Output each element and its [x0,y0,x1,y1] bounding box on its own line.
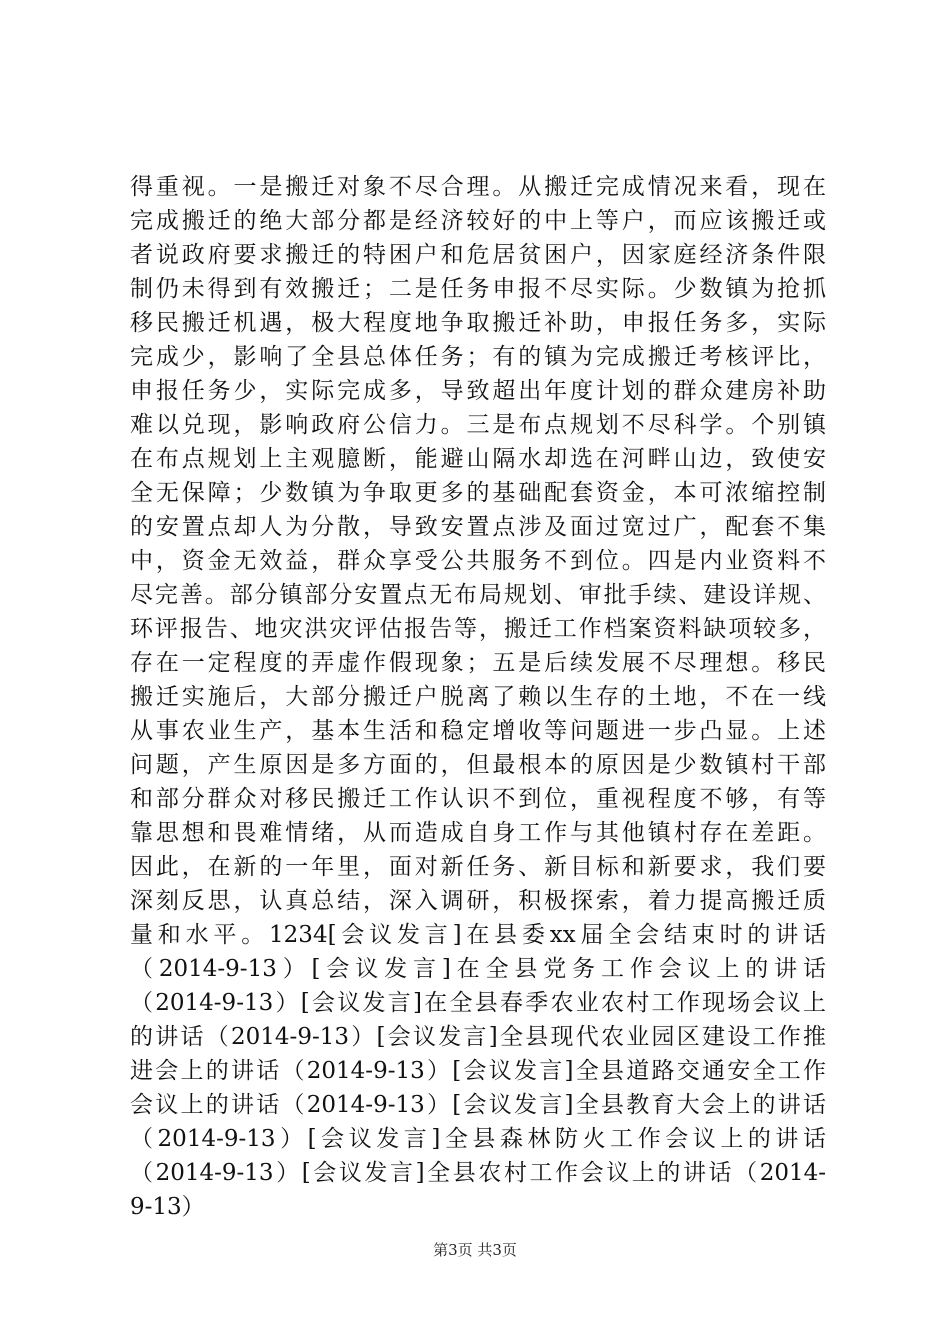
text-line: 在布点规划上主观臆断，能避山隔水却选在河畔山边，致使安 [130,446,826,472]
text-line: 完成搬迁的绝大部分都是经济较好的中上等户，而应该搬迁或 [130,208,826,234]
text-line: 量和水平。1234[会议发言]在县委xx届全会结束时的讲话 [130,922,826,948]
body-text [130,170,826,1224]
text-line: 得重视。一是搬迁对象不尽合理。从搬迁完成情况来看，现在 [130,174,826,200]
text-line: 申报任务少，实际完成多，导致超出年度计划的群众建房补助 [130,378,826,404]
text-line: 9-13） [130,1194,205,1220]
text-line: （2014-9-13）[会议发言]在全县春季农业农村工作现场会议上 [130,990,826,1016]
text-line: 搬迁实施后，大部分搬迁户脱离了赖以生存的土地，不在一线 [130,684,826,710]
text-line: （2014-9-13）[会议发言]在全县党务工作会议上的讲话 [130,956,826,982]
page-number: 第3页 共3页 [433,1241,517,1259]
text-line: 者说政府要求搬迁的特困户和危居贫困户，因家庭经济条件限 [130,242,826,268]
text-line: 靠思想和畏难情绪，从而造成自身工作与其他镇村存在差距。 [130,820,826,846]
text-line: 存在一定程度的弄虚作假现象；五是后续发展不尽理想。移民 [130,650,826,676]
text-line: 难以兑现，影响政府公信力。三是布点规划不尽科学。个别镇 [130,412,826,438]
text-line: 深刻反思，认真总结，深入调研，积极探索，着力提高搬迁质 [130,888,826,914]
text-line: 移民搬迁机遇，极大程度地争取搬迁补助，申报任务多，实际 [130,310,826,336]
page-footer [0,1240,950,1260]
text-line: 完成少，影响了全县总体任务；有的镇为完成搬迁考核评比， [130,344,826,370]
text-line: 的安置点却人为分散，导致安置点涉及面过宽过广，配套不集 [130,514,826,540]
text-line: 从事农业生产，基本生活和稳定增收等问题进一步凸显。上述 [130,718,826,744]
text-line: 的讲话（2014-9-13）[会议发言]全县现代农业园区建设工作推 [130,1024,826,1050]
text-line: 问题，产生原因是多方面的，但最根本的原因是少数镇村干部 [130,752,826,778]
text-line: 进会上的讲话（2014-9-13）[会议发言]全县道路交通安全工作 [130,1058,826,1084]
text-line: 和部分群众对移民搬迁工作认识不到位，重视程度不够，有等 [130,786,826,812]
text-line: （2014-9-13）[会议发言]全县农村工作会议上的讲话（2014- [130,1160,826,1186]
text-line: 环评报告、地灾洪灾评估报告等，搬迁工作档案资料缺项较多， [130,616,826,642]
text-line: 制仍未得到有效搬迁；二是任务申报不尽实际。少数镇为抢抓 [130,276,826,302]
text-line: （2014-9-13）[会议发言]全县森林防火工作会议上的讲话 [130,1126,826,1152]
text-line: 尽完善。部分镇部分安置点无布局规划、审批手续、建设详规、 [130,582,826,608]
text-line: 中，资金无效益，群众享受公共服务不到位。四是内业资料不 [130,548,826,574]
text-line: 因此，在新的一年里，面对新任务、新目标和新要求，我们要 [130,854,826,880]
text-line: 全无保障；少数镇为争取更多的基础配套资金，本可浓缩控制 [130,480,826,506]
text-line: 会议上的讲话（2014-9-13）[会议发言]全县教育大会上的讲话 [130,1092,826,1118]
